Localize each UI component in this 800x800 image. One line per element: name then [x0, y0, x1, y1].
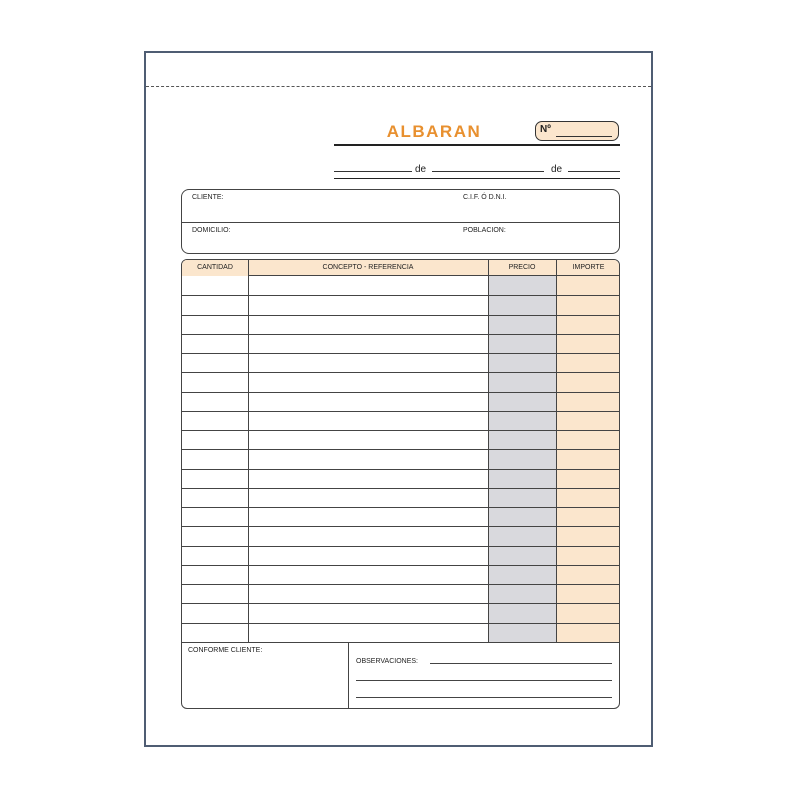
items-table: [181, 259, 620, 709]
document-title: ALBARAN: [386, 122, 482, 141]
date-rule: [334, 178, 620, 179]
domicilio-label: DOMICILIO:: [192, 227, 231, 234]
conforme-cliente-label: CONFORME CLIENTE:: [188, 647, 263, 654]
table-row-line: [182, 507, 619, 508]
observaciones-line: [430, 663, 612, 664]
table-row-line: [182, 623, 619, 624]
header-cantidad: CANTIDAD: [182, 260, 248, 276]
table-row-line: [182, 488, 619, 489]
table-row-line: [182, 546, 619, 547]
albaran-form-sheet: [144, 51, 653, 747]
client-divider: [182, 222, 619, 223]
table-row-line: [182, 603, 619, 604]
header-concepto: CONCEPTO - REFERENCIA: [322, 264, 414, 271]
poblacion-label: POBLACION:: [463, 227, 506, 234]
precio-column-fill: [488, 276, 556, 642]
table-row-line: [182, 315, 619, 316]
table-row-line: [182, 469, 619, 470]
table-row-line: [182, 392, 619, 393]
header-precio: PRECIO: [508, 264, 536, 271]
date-row: [334, 160, 620, 178]
table-row-line: [182, 334, 619, 335]
table-row-line: [182, 584, 619, 585]
observaciones-line: [356, 680, 612, 681]
table-row-line: [182, 353, 619, 354]
table-row-line: [182, 295, 619, 296]
observaciones-label: OBSERVACIONES:: [356, 658, 418, 665]
table-row-line: [182, 565, 619, 566]
date-day-line: [334, 171, 412, 172]
table-row-line: [182, 372, 619, 373]
header-importe: IMPORTE: [572, 264, 605, 271]
cif-label: C.I.F. Ó D.N.I.: [463, 194, 507, 201]
observaciones-line: [356, 697, 612, 698]
perforation-line: [146, 86, 651, 87]
table-row-line: [182, 449, 619, 450]
footer-divider: [348, 643, 349, 709]
table-row-line: [182, 430, 619, 431]
table-row-line: [182, 526, 619, 527]
table-row-line: [182, 411, 619, 412]
table-footer: [182, 642, 619, 709]
number-label: Nº: [540, 124, 551, 135]
date-month-line: [432, 171, 544, 172]
header-rule: [334, 144, 620, 146]
number-line: [556, 136, 612, 137]
importe-column-fill: [556, 276, 620, 642]
cliente-label: CLIENTE:: [192, 194, 224, 201]
date-connector-2: de: [551, 164, 563, 175]
date-connector-1: de: [415, 164, 427, 175]
client-box: [181, 189, 620, 254]
number-field: [535, 121, 619, 141]
date-year-line: [568, 171, 620, 172]
